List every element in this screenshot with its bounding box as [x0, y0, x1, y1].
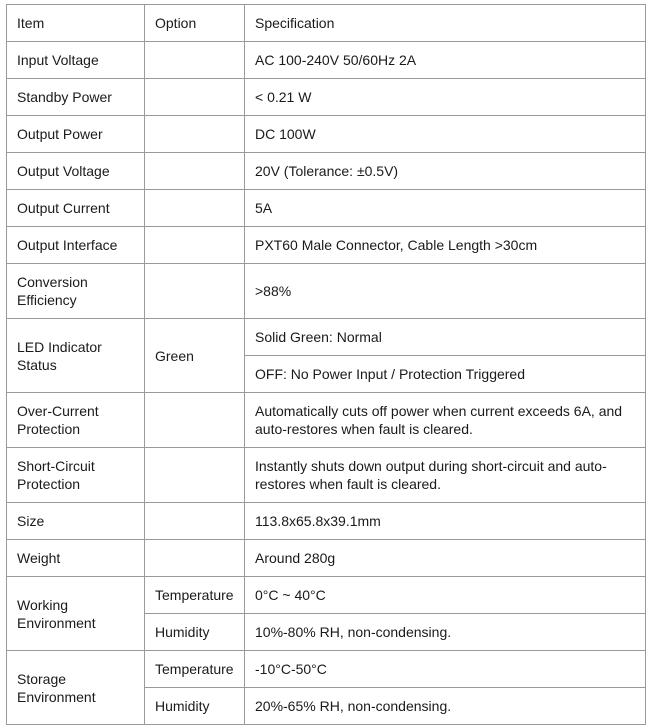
conversion-efficiency-item: Conversion Efficiency: [7, 264, 145, 319]
standby-power-item: Standby Power: [7, 79, 145, 116]
weight-option: [145, 540, 245, 577]
output-current-spec: 5A: [245, 190, 646, 227]
input-voltage-option: [145, 42, 245, 79]
specification-table: [6, 4, 646, 725]
storage-temperature-label: Temperature: [145, 651, 245, 688]
output-power-option: [145, 116, 245, 153]
table-row: [7, 448, 646, 503]
led-indicator-item: LED Indicator Status: [7, 319, 145, 393]
output-voltage-item: Output Voltage: [7, 153, 145, 190]
input-voltage-item: Input Voltage: [7, 42, 145, 79]
output-power-item: Output Power: [7, 116, 145, 153]
output-interface-option: [145, 227, 245, 264]
working-humidity-label: Humidity: [145, 614, 245, 651]
output-interface-item: Output Interface: [7, 227, 145, 264]
storage-environment-item: Storage Environment: [7, 651, 145, 725]
header-item: Item: [7, 5, 145, 42]
storage-humidity-label: Humidity: [145, 688, 245, 725]
over-current-option: [145, 393, 245, 448]
table-row: [7, 540, 646, 577]
output-current-item: Output Current: [7, 190, 145, 227]
table-row: [7, 319, 646, 356]
storage-humidity-spec: 20%-65% RH, non-condensing.: [245, 688, 646, 725]
table-row: [7, 264, 646, 319]
working-temperature-label: Temperature: [145, 577, 245, 614]
output-voltage-spec: 20V (Tolerance: ±0.5V): [245, 153, 646, 190]
standby-power-option: [145, 79, 245, 116]
table-row: [7, 503, 646, 540]
table-row: [7, 42, 646, 79]
storage-temperature-spec: -10°C-50°C: [245, 651, 646, 688]
working-environment-item: Working Environment: [7, 577, 145, 651]
working-humidity-spec: 10%-80% RH, non-condensing.: [245, 614, 646, 651]
over-current-spec: Automatically cuts off power when current exceeds 6A, and auto-restores when fault is cleared.: [245, 393, 646, 448]
output-voltage-option: [145, 153, 245, 190]
conversion-efficiency-spec: >88%: [245, 264, 646, 319]
table-row: [7, 153, 646, 190]
weight-spec: Around 280g: [245, 540, 646, 577]
short-circuit-spec: Instantly shuts down output during short-circuit and auto-restores when fault is cleared.: [245, 448, 646, 503]
output-interface-spec: PXT60 Male Connector, Cable Length >30cm: [245, 227, 646, 264]
table-row: [7, 190, 646, 227]
input-voltage-spec: AC 100-240V 50/60Hz 2A: [245, 42, 646, 79]
led-indicator-spec-normal: Solid Green: Normal: [245, 319, 646, 356]
size-option: [145, 503, 245, 540]
output-power-spec: DC 100W: [245, 116, 646, 153]
standby-power-spec: < 0.21 W: [245, 79, 646, 116]
conversion-efficiency-option: [145, 264, 245, 319]
size-spec: 113.8x65.8x39.1mm: [245, 503, 646, 540]
size-item: Size: [7, 503, 145, 540]
header-specification: Specification: [245, 5, 646, 42]
output-current-option: [145, 190, 245, 227]
led-indicator-spec-off: OFF: No Power Input / Protection Triggered: [245, 356, 646, 393]
table-row: [7, 651, 646, 688]
working-temperature-spec: 0°C ~ 40°C: [245, 577, 646, 614]
weight-item: Weight: [7, 540, 145, 577]
table-row: [7, 116, 646, 153]
table-row: [7, 79, 646, 116]
led-indicator-option: Green: [145, 319, 245, 393]
table-row: [7, 393, 646, 448]
header-row: [7, 5, 646, 42]
short-circuit-option: [145, 448, 245, 503]
table-row: [7, 577, 646, 614]
short-circuit-item: Short-Circuit Protection: [7, 448, 145, 503]
over-current-item: Over-Current Protection: [7, 393, 145, 448]
table-row: [7, 227, 646, 264]
header-option: Option: [145, 5, 245, 42]
